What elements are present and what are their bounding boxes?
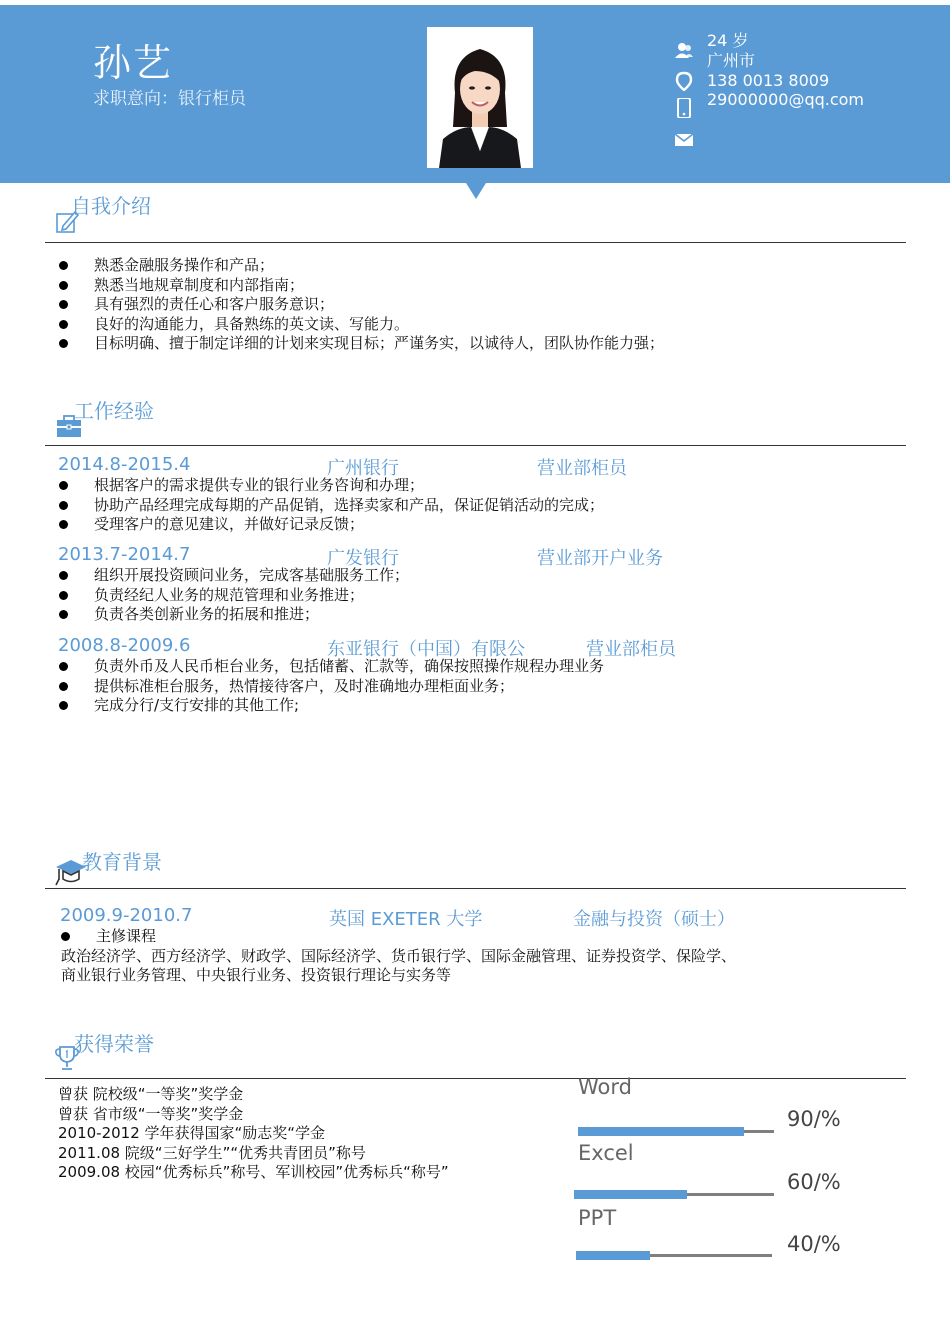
user-icon [674,41,694,61]
list-item: 组织开展投资顾问业务，完成客基础服务工作； [59,566,409,586]
list-item: 负责经纪人业务的规范管理和业务推进； [59,586,409,606]
header-pointer [466,183,486,199]
job-duties [59,476,604,535]
list-item: 目标明确、擅于制定详细的计划来实现目标；严谨务实，以诚待人，团队协作能力强； [59,334,664,354]
job-position: 营业部开户业务 [537,548,663,569]
section-title-education: 教育背景 [82,850,162,874]
phone-icon [674,98,694,118]
job-position: 营业部柜员 [537,458,627,479]
job-company: 广发银行 [327,548,399,569]
list-item: 负责外币及人民币柜台业务，包括储蓄、汇款等，确保按照操作规程办理业务 [59,657,604,677]
job-company: 广州银行 [327,458,399,479]
mail-icon [674,130,694,150]
candidate-name: 孙艺 [93,41,174,85]
job-period: 2013.7-2014.7 [58,544,191,565]
list-item: 良好的沟通能力，具备熟练的英文读、写能力。 [59,315,664,335]
job-company: 东亚银行（中国）有限公 [327,639,525,660]
edu-period: 2009.9-2010.7 [60,905,193,926]
courses-text: 政治经济学、西方经济学、财政学、国际经济学、货币银行学、国际金融管理、证券投资学、保险学、 [61,947,737,965]
list-item: 完成分行/支行安排的其他工作; [59,696,604,716]
list-item: 2009.08 校园“优秀标兵”称号、军训校园”优秀标兵“称号” [58,1163,449,1182]
job-position: 营业部柜员 [586,639,676,660]
list-item: 熟悉当地规章制度和内部指南； [59,276,664,296]
list-item: 负责各类创新业务的拓展和推进； [59,605,409,625]
location-icon [674,71,694,91]
skill-bar-fill [576,1251,650,1260]
email-text: 29000000@qq.com [707,90,865,109]
list-item: 具有强烈的责任心和客户服务意识； [59,295,664,315]
list-item: 受理客户的意见建议，并做好记录反馈； [59,515,604,535]
job-duties [59,657,604,716]
self-intro-list [59,256,664,354]
skill-name: Word [578,1075,632,1099]
list-item: 2011.08 院级“三好学生”“优秀共青团员”称号 [58,1143,366,1162]
skill-name: Excel [578,1141,634,1165]
section-title-honors: 获得荣誉 [74,1032,154,1056]
skill-percent: 40/% [787,1232,841,1256]
phone-text: 138 0013 8009 [707,71,830,90]
section-divider [45,1078,906,1079]
skill-percent: 90/% [787,1107,841,1131]
list-item: 熟悉金融服务操作和产品； [59,256,664,276]
age-text: 24 岁 [707,31,749,50]
list-item: 曾获 省市级“一等奖”奖学金 [58,1104,244,1123]
job-period: 2014.8-2015.4 [58,454,191,475]
list-item: 根据客户的需求提供专业的银行业务咨询和办理； [59,476,604,496]
skill-name: PPT [578,1206,617,1230]
skill-bar-fill [574,1190,687,1199]
city-text: 广州市 [707,51,756,70]
list-item: 提供标准柜台服务，热情接待客户，及时准确地办理柜面业务； [59,677,604,697]
section-title-experience: 工作经验 [74,399,154,423]
skill-bar-fill [578,1127,744,1136]
list-item: 2010-2012 学年获得国家“励志奖“学金 [58,1124,326,1143]
list-item: 协助产品经理完成每期的产品促销，选择卖家和产品，保证促销活动的完成； [59,496,604,516]
honors-list [58,1085,449,1183]
section-divider [45,242,906,243]
job-intent: 求职意向：银行柜员 [93,89,246,109]
section-divider [45,888,906,889]
list-item: 曾获 院校级“一等奖”奖学金 [58,1085,244,1103]
edu-school: 英国 EXETER 大学 [329,909,483,930]
skill-percent: 60/% [787,1170,841,1194]
list-item: 主修课程 [61,927,156,947]
section-title-self-intro: 自我介绍 [71,194,151,218]
section-divider [45,445,906,446]
job-period: 2008.8-2009.6 [58,635,191,656]
portrait-photo [427,27,533,168]
edu-degree: 金融与投资（硕士） [573,909,735,930]
job-duties [59,566,409,625]
courses-text: 商业银行业务管理、中央银行业务、投资银行理论与实务等 [61,966,452,984]
courses-heading-list [61,927,156,947]
